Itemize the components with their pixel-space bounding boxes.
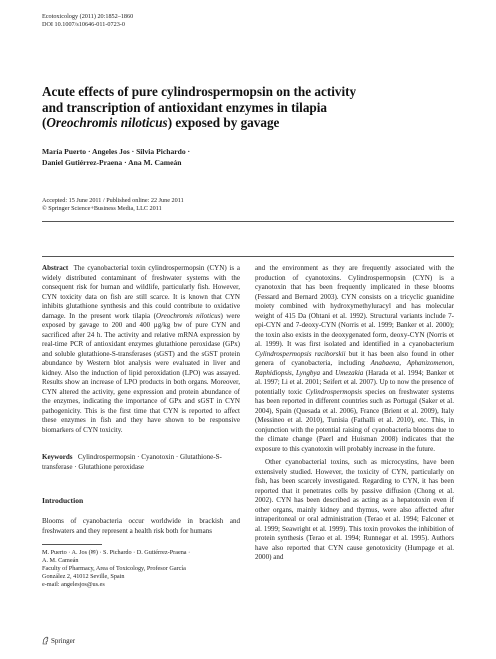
introduction-text: Blooms of cyanobacteria occur worldwide in brackish and freshwaters and they represent a health risk both for humans	[42, 517, 240, 535]
affiliation-authors-2: A. M. Cameán	[42, 557, 79, 565]
copyright: © Springer Science+Business Media, LLC 2011	[42, 205, 162, 212]
keywords-text: Cylindrospermopsin · Cyanotoxin · Glutathione-S-transferase · Glutathione peroxidase	[42, 453, 222, 471]
species-name: Oreochromis niloticus	[46, 115, 168, 130]
doi-line: DOI 10.1007/s10646-011-0723-0	[42, 21, 125, 28]
author-affiliation	[42, 549, 240, 589]
abstract-text-2: ) were exposed by gavage to 200 and 400 µg/kg bw of pure CYN and sacrificed after 24 h. The activity and relative mRNA expression by real-time PCR of antioxidant enzymes glutathione peroxidase (GPx) and soluble glutathione-S-transferases (sGST) and the sGST protein abundance by Western blot analysis were evaluated in liver and kidney. Also the induction of lipid peroxidation (LPO) was assayed. Results show an increase of LPO products in both organs. Moreover, CYN altered the activity, gene expression and protein abundance of the enzymes, indicating the importance of GPx and sGST in CYN pathogenicity. This is the first time that CYN is reported to affect these enzymes in fish and they have shown to be responsive biomarkers of CYN toxicity.	[42, 311, 240, 434]
publisher-footer	[42, 636, 75, 645]
article-title	[42, 84, 462, 131]
journal-citation: Ecotoxicology (2011) 20:1852–1860	[42, 13, 134, 20]
introduction-heading: Introduction	[42, 496, 84, 505]
affiliation-faculty: Faculty of Pharmacy, Area of Toxicology, Profesor García	[42, 565, 186, 573]
affiliation-email[interactable]: e-mail: angelesjos@us.es	[42, 581, 105, 589]
header-rule	[42, 221, 454, 222]
publication-dates	[42, 197, 184, 213]
abstract	[42, 264, 240, 435]
affiliation-address: González 2, 41012 Seville, Spain	[42, 573, 125, 581]
introduction-continued	[255, 264, 454, 563]
authors-line-1: María Puerto · Angeles Jos · Silvia Pichardo ·	[42, 147, 191, 156]
springer-horse-icon	[42, 636, 49, 645]
journal-header	[42, 13, 133, 29]
title-line-2: and transcription of antioxidant enzymes in tilapia	[42, 99, 328, 115]
keywords	[42, 453, 240, 472]
title-line-1: Acute effects of pure cylindrospermopsin on the activity	[42, 84, 357, 99]
title-line-3: (Oreochromis niloticus) exposed by gavage	[42, 115, 280, 130]
affiliation-authors: M. Puerto · A. Jos (✉) · S. Pichardo · D. Gutiérrez-Praena ·	[42, 549, 191, 556]
keywords-heading: Keywords	[42, 453, 73, 461]
abstract-species: Oreochromis niloticus	[156, 311, 221, 320]
abstract-rule	[42, 256, 454, 257]
accepted-published: Accepted: 15 June 2011 / Published online: 22 June 2011	[42, 197, 184, 204]
author-list	[42, 146, 190, 168]
intro-paragraph-1: and the environment as they are frequently associated with the production of cyanotoxins. Cylindrospermopsin (CYN) is a cyanotoxin that has been frequently implicated in these blooms (Fessard and Bernard 2003). CYN consists on a tricyclic guanidine moiety combined with hydroxymethyluracyl and has molecular weight of 415 Da (Ohtani et al. 1992). Structural variants include 7-epi-CYN and 7-deoxy-CYN (Norris et al. 1999; Banker et al. 2000); the toxin also exists in the deoxygenated form, deoxy-CYN (Norris et al. 1999). It was first isolated and identified in a cyanobacterium Cylindrospermopsis raciborskii but it has been also found in other genera of cyanobacteria, including Anabaena, Aphanizomenon, Raphidiopsis, Lyngbya and Umezakia (Harada et al. 1994; Banker et al. 1997; Li et al. 2001; Seifert et al. 2007). Up to now the presence of potentially toxic Cylindrospermopsis species on freshwater systems has been reported in different countries such as Portugal (Saker et al. 2004), Spain (Quesada et al. 2006), France (Brient et al. 2009), Italy (Messineo et al. 2010), Tunisia (Fathalli et al. 2010), etc. This, in conjunction with the potential raising of cyanobacteria blooms due to the climate change (Paerl and Huisman 2008) indicates that the exposure to this cyanotoxin will probably increase in the future.	[255, 264, 455, 453]
abstract-heading: Abstract	[42, 264, 69, 272]
publisher-name: Springer	[51, 636, 76, 645]
intro-paragraph-2: Other cyanobacterial toxins, such as microcystins, have been extensively studied. However, the toxicity of CYN, particularly on fish, has been scarcely investigated. Regarding to CYN, it has been reported that it penetrates cells by passive diffusion (Chong et al. 2002). CYN has been described as acting as a hepatotoxin even if other organs, mainly kidney and thymus, were also affected after intraperitoneal or oral administration (Terao et al. 1994; Falconer et al. 1999; Seawright et al. 1999). This toxin provokes the inhibition of protein synthesis (Terao et al. 1994; Runnegar et al. 1995). Authors have also reported that CYN cause genotoxicity (Humpage et al. 2000) and	[255, 458, 454, 561]
abstract-text-1: The cyanobacterial toxin cylindrospermopsin (CYN) is a widely distributed contaminant of freshwater systems with the consequent risk for human and wildlife, particularly fish. However, CYN toxicity data on fish are still scarce. It is known that CYN inhibits glutathione synthesis and this could contribute to oxidative damage. In the present work tilapia (	[42, 264, 240, 320]
authors-line-2: Daniel Gutiérrez-Praena · Ana M. Cameán	[42, 158, 182, 167]
footnote-rule	[42, 544, 102, 545]
